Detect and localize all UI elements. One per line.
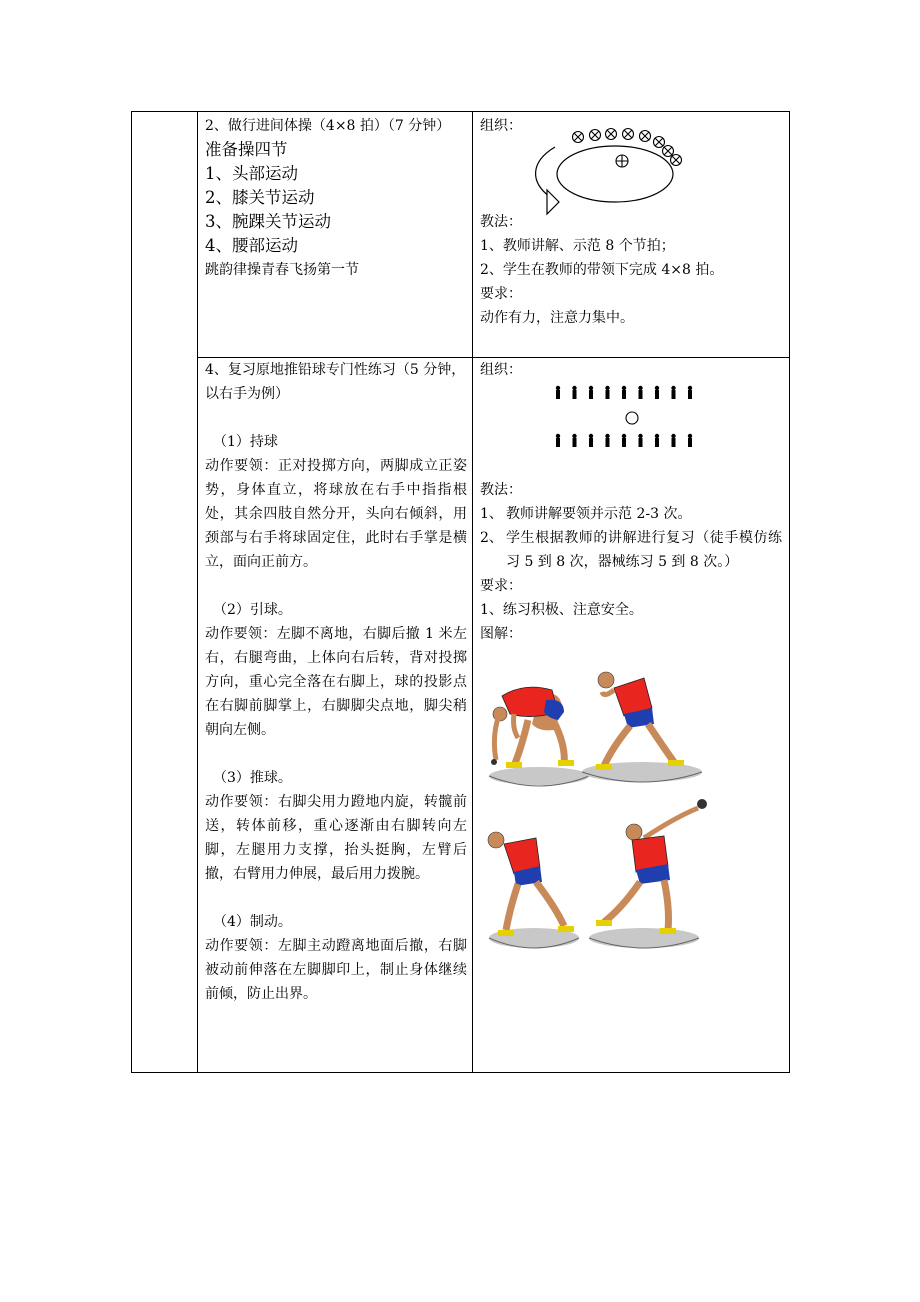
student-row [556,434,692,447]
organization-label: 组织： [480,362,522,378]
step-heading: （1）持球 [213,434,278,450]
method-item: 2、学生在教师的带领下完成 4×8 拍。 [480,262,724,278]
student-icon [605,386,609,399]
teacher-icon [626,412,638,424]
student-icon [589,434,593,447]
section-title: 2、做行进间体操（4×8 拍）（7 分钟） [205,118,451,134]
student-icon [671,386,675,399]
column-divider [197,112,198,1072]
method-item: 1、 教师讲解要领并示范 2-3 次。 [480,506,692,522]
warmup-subtitle: 准备操四节 [205,140,288,159]
step-body: 动作要领：右脚尖用力蹬地内旋，转髋前送，转体前移，重心逐渐由右脚转向左脚，左腿用力支撑，抬头挺胸，左臂后撤，右臂用力伸展，最后用力拨腕。 [205,794,467,882]
student-icon [606,129,617,140]
student-icon [623,129,634,140]
requirement-label: 要求： [480,286,522,302]
warmup-item: 2、膝关节运动 [205,188,315,207]
section-title: 4、复习原地推铅球专门性练习（5 分钟，以右手为例） [205,362,466,402]
requirement-label: 要求： [480,578,522,594]
student-row [556,386,692,399]
athlete-figure-glide [489,687,589,786]
student-icon [605,434,609,447]
student-icon [556,434,560,447]
method-label: 教法： [480,214,522,230]
athlete-figure-windup [488,832,579,948]
student-icon [654,137,665,148]
throwing-circle [489,767,589,785]
step-body: 动作要领：正对投掷方向，两脚成立正姿势，身体直立，将球放在右手中指指根处，其余四肢自然分开，头向右倾斜，用颈部与右手将球固定住，此时右手掌是横立，面向正前方。 [205,458,467,570]
step-heading: （2）引球。 [213,602,292,618]
student-icon [671,155,682,166]
circle-formation-diagram [525,122,695,222]
row2-content-cell [205,358,467,1006]
warmup-item: 3、腕踝关节运动 [205,212,331,231]
student-icon [556,386,560,399]
student-icon [655,386,659,399]
shot-put-illustration [484,668,710,958]
athlete-figure-hold [582,672,702,782]
step-body: 动作要领：左脚主动蹬离地面后撤，右脚被动前伸落在左脚脚印上，制止身体继续前倾，防止出界。 [205,938,467,1002]
student-icon [638,434,642,447]
student-icon [638,386,642,399]
diagram-label: 图解： [480,626,522,642]
column-divider [472,112,473,1072]
student-icon [663,146,674,157]
warmup-item: 1、头部运动 [205,164,298,183]
student-icon [589,386,593,399]
method-item: 2、 学生根据教师的讲解进行复习（徒手模仿练习 5 到 8 次，器械练习 5 到 8 次。） [480,530,782,570]
step-heading: （3）推球。 [213,770,292,786]
rhythm-exercise-note: 跳韵律操青春飞扬第一节 [205,262,359,278]
student-icon [622,386,626,399]
student-icon [688,434,692,447]
row1-content-cell [205,114,467,282]
step-body: 动作要领：左脚不离地，右脚后撤 1 米左右，右腿弯曲，上体向右后转，背对投掷方向，重心完全落在右脚上，球的投影点在右脚前脚掌上，右脚脚尖点地，脚尖稍朝向左侧。 [205,626,467,738]
athlete-figure-release [589,799,707,948]
warmup-item: 4、腰部运动 [205,236,298,255]
method-item: 1、教师讲解、示范 8 个节拍； [480,238,675,254]
student-icon [671,434,675,447]
requirement-text: 1、练习积极、注意安全。 [480,602,643,618]
student-icon [572,434,576,447]
organization-label: 组织： [480,118,522,134]
method-label: 教法： [480,482,522,498]
student-icon [590,130,601,141]
student-icon [622,434,626,447]
teacher-icon [616,155,628,167]
line-formation-diagram [545,380,715,450]
student-icon [572,386,576,399]
student-icon [688,386,692,399]
throwing-circle [589,928,699,948]
step-heading: （4）制动。 [213,914,292,930]
method-list [480,502,782,574]
requirement-text: 动作有力，注意力集中。 [480,310,634,326]
student-icon [655,434,659,447]
shot-put-ball [697,799,707,809]
student-icon [640,131,651,142]
student-icon [573,132,584,143]
